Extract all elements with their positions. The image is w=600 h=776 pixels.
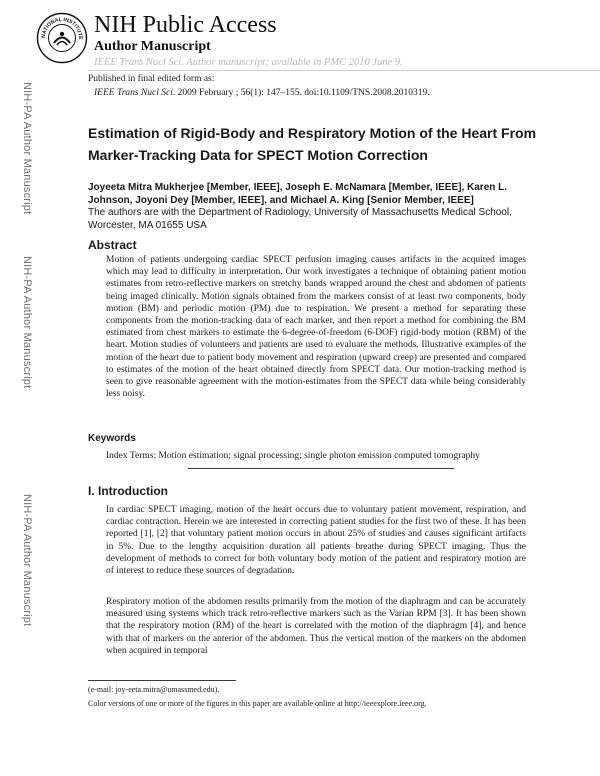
side-label: NIH-PA Author Manuscript	[21, 256, 33, 389]
published-label: Published in final edited form as:	[88, 74, 215, 84]
author-list: Joyeeta Mitra Mukherjee [Member, IEEE], Joseph E. McNamara [Member, IEEE], Karen L. Johnson, Joyoni Dey [Member, IEEE], and Michael A. King [Senior Member, IEEE]	[88, 182, 508, 206]
citation-journal: IEEE Trans Nucl Sci	[94, 88, 173, 98]
logo-seal-text: NATIONAL INSTITUTE	[40, 16, 84, 40]
nih-title: NIH Public Access	[94, 12, 277, 38]
journal-abbrev: IEEE Trans Nucl Sci	[94, 57, 182, 68]
footnote-divider	[88, 680, 236, 681]
citation	[94, 88, 430, 98]
nih-logo	[36, 12, 88, 64]
author-manuscript-label: Author Manuscript	[94, 39, 211, 54]
keywords-text: Index Terms; Motion estimation; signal processing; single photon emission computed tomography	[106, 451, 480, 461]
side-label: NIH-PA Author Manuscript	[21, 82, 33, 215]
footnote-color-note: Color versions of one or more of the figures in this paper are available online at http://ieeexplore.ieee.org.	[88, 699, 427, 708]
availability-text: . Author manuscript; available in PMC 2010 June 9.	[181, 57, 403, 68]
side-label: NIH-PA Author Manuscript	[21, 494, 33, 627]
availability-note	[94, 57, 403, 68]
introduction-heading: I. Introduction	[88, 484, 168, 498]
introduction-paragraph: Respiratory motion of the abdomen results primarily from the motion of the diaphragm and can be accurately measured using systems which track retro-reflective markers such as the Varian RPM [3]. It has been shown that the respiratory motion (RM) of the heart is correlated with the motion of the diaphragm [4], and hence with that of markers on the anterior of the abdomen. Thus the vertical motion of the markers on the abdomen when acquired in temporal	[106, 597, 526, 656]
abstract-text: Motion of patients undergoing cardiac SPECT perfusion imaging causes artifacts in the acquired images which may lead to difficulty in interpretation. Our work investigates a technique of obtaining patient motion estimates from retro-reflective markers on stretchy bands wrapped around the chest and abdomen of patients being imaged clinically. Motion signals obtained from the markers consist of at least two components, body motion (BM) and periodic motion (PM) due to respiration. We present a method for separating these components from the motion-tracking data of each marker, and then report a method for combining the BM estimated from chest markers to estimate the 6-degree-of-freedom (6-DOF) rigid-body motion (RBM) of the heart. Motion studies of volunteers and patients are used to evaluate the methods. Illustrative examples of the motion of the heart due to patient body movement and respiration (upward creep) are presented and compared to estimates of the motion of the heart obtained directly from SPECT data. Our motion-tracking method is seen to give reasonable agreement with the motion-estimates from the SPECT data while being considerably less noisy.	[106, 255, 526, 400]
keywords-heading: Keywords	[88, 433, 136, 444]
paper-title: Estimation of Rigid-Body and Respiratory Motion of the Heart From Marker-Tracking Data for SPECT Motion Correction	[88, 125, 537, 163]
affiliation: The authors are with the Department of Radiology, University of Massachusetts Medical School, Worcester, MA 01655 USA	[88, 207, 512, 231]
abstract-heading: Abstract	[88, 238, 137, 252]
svg-text:NATIONAL INSTITUTES OF HEALTH	[36, 12, 83, 40]
citation-details: . 2009 February ; 56(1): 147–155. doi:10.1109/TNS.2008.2010319.	[172, 88, 430, 98]
keywords-divider	[188, 468, 454, 469]
footnote-email: (e-mail: joy-eeta.mitra@umassmed.edu).	[88, 685, 220, 694]
introduction-paragraph: In cardiac SPECT imaging, motion of the heart occurs due to voluntary patient movement, respiration, and cardiac contraction. Herein we are interested in correcting patient studies for the first two of these. It has been reported [1], [2] that voluntary patient motion occurs in about 25% of studies and causes significant artifacts in 5%. Due to the lengthy acquisition duration all patients breathe during SPECT imaging. Thus the development of methods to correct for both voluntary body motion of the patient and respiratory motion are of interest to reduce these sources of degradation.	[106, 505, 526, 577]
header-divider	[88, 70, 600, 71]
